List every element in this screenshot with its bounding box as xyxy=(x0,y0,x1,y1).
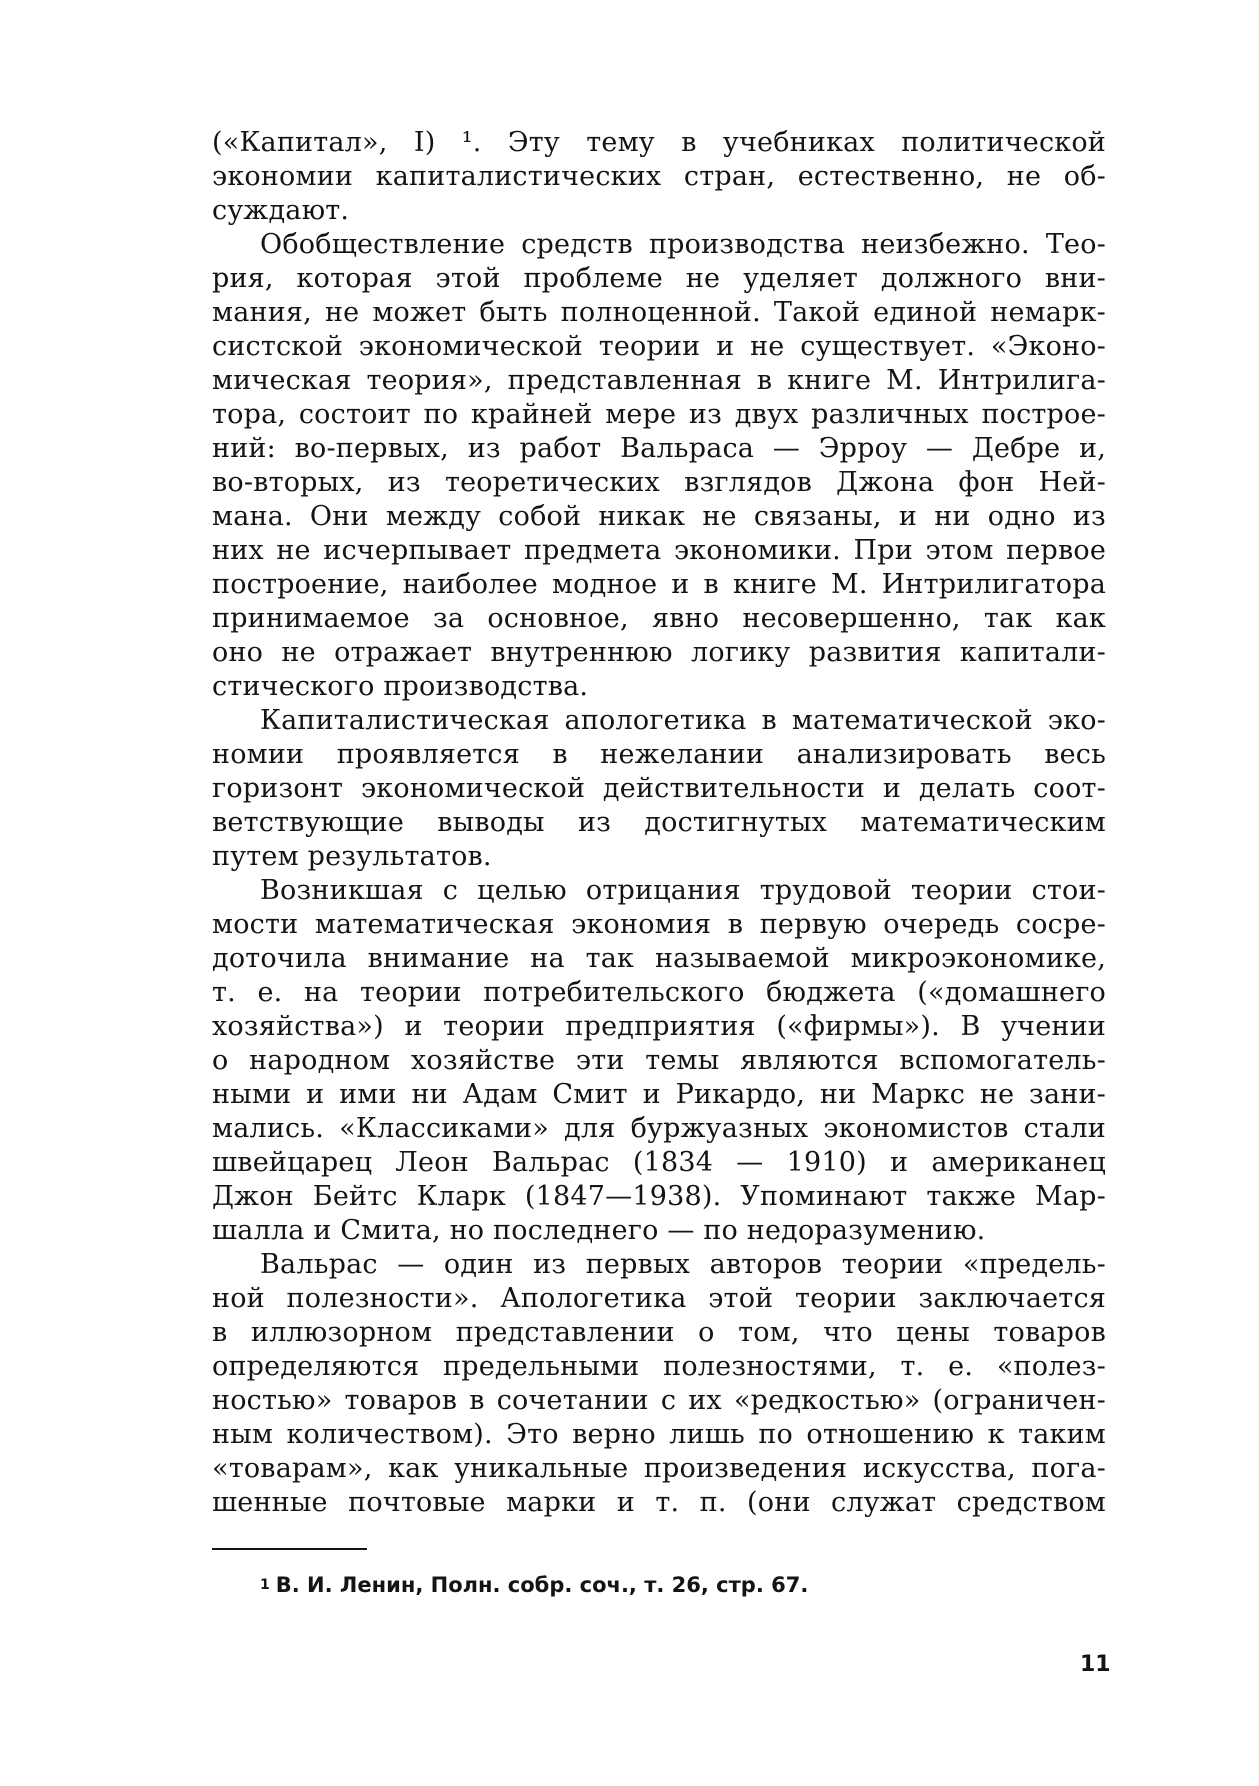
body-text xyxy=(212,126,1106,1520)
page-number: 11 xyxy=(1080,1652,1111,1677)
text-line: них не исчерпывает предмета экономики. При этом первое xyxy=(212,535,1106,566)
text-line: путем результатов. xyxy=(212,841,492,872)
text-line: мическая теория», представленная в книге М. Интрилига- xyxy=(212,365,1106,396)
text-line: «товарам», как уникальные произведения искусства, пога- xyxy=(212,1453,1106,1484)
text-line: принимаемое за основное, явно несовершенно, так как xyxy=(212,603,1106,634)
text-line: ветствующие выводы из достигнутых математическим xyxy=(212,807,1106,838)
text-line: мана. Они между собой никак не связаны, и ни одно из xyxy=(212,501,1106,532)
text-line: хозяйства») и теории предприятия («фирмы»). В учении xyxy=(212,1011,1106,1042)
footnote-marker: 1 xyxy=(260,1577,270,1593)
text-line: Джон Бейтс Кларк (1847—1938). Упоминают также Мар- xyxy=(212,1181,1106,1212)
text-line: ностью» товаров в сочетании с их «редкостью» (ограничен- xyxy=(212,1385,1106,1416)
text-line: мости математическая экономия в первую очередь сосре- xyxy=(212,909,1106,940)
footnote-text: В. И. Ленин, Полн. собр. соч., т. 26, стр. 67. xyxy=(275,1573,809,1597)
text-line: о народном хозяйстве эти темы являются вспомогатель- xyxy=(212,1045,1106,1076)
text-line: ными и ими ни Адам Смит и Рикардо, ни Маркс не зани- xyxy=(212,1079,1106,1110)
text-line: мались. «Классиками» для буржуазных экономистов стали xyxy=(212,1113,1106,1144)
text-line: стического производства. xyxy=(212,671,589,702)
text-line: построение, наиболее модное и в книге М. Интрилигатора xyxy=(212,569,1106,600)
text-line: оно не отражает внутреннюю логику развития капитали- xyxy=(212,637,1106,668)
text-line: доточила внимание на так называемой микроэкономике, xyxy=(212,943,1106,974)
text-line: рия, которая этой проблеме не уделяет должного вни- xyxy=(212,263,1106,294)
text-line: в иллюзорном представлении о том, что цены товаров xyxy=(212,1317,1106,1348)
footnote-divider xyxy=(212,1548,367,1550)
text-line: определяются предельными полезностями, т. е. «полез- xyxy=(212,1351,1106,1382)
text-line: Обобществление средств производства неизбежно. Тео- xyxy=(260,229,1106,260)
text-line: шенные почтовые марки и т. п. (они служат средством xyxy=(212,1487,1106,1518)
text-line: горизонт экономической действительности и делать соот- xyxy=(212,773,1106,804)
text-line: во-вторых, из теоретических взглядов Джона фон Ней- xyxy=(212,467,1106,498)
text-line: суждают. xyxy=(212,195,350,226)
text-line: экономии капиталистических стран, естественно, не об- xyxy=(212,161,1106,192)
footnote xyxy=(260,1570,808,1600)
text-line: номии проявляется в нежелании анализировать весь xyxy=(212,739,1106,770)
text-line: ний: во-первых, из работ Вальраса — Эрроу — Дебре и, xyxy=(212,433,1106,464)
text-line: тора, состоит по крайней мере из двух различных построе- xyxy=(212,399,1106,430)
text-line: шалла и Смита, но последнего — по недоразумению. xyxy=(212,1215,986,1246)
text-line: швейцарец Леон Вальрас (1834 — 1910) и американец xyxy=(212,1147,1106,1178)
text-line: систской экономической теории и не существует. «Эконо- xyxy=(212,331,1106,362)
text-line: Капиталистическая апологетика в математической эко- xyxy=(260,705,1106,736)
text-line: («Капитал», I) ¹. Эту тему в учебниках политической xyxy=(212,127,1106,158)
text-line: Вальрас — один из первых авторов теории «предель- xyxy=(260,1249,1106,1280)
text-line: т. е. на теории потребительского бюджета («домашнего xyxy=(212,977,1106,1008)
text-line: ным количеством). Это верно лишь по отношению к таким xyxy=(212,1419,1106,1450)
text-line: Возникшая с целью отрицания трудовой теории стои- xyxy=(260,875,1106,906)
text-line: ной полезности». Апологетика этой теории заключается xyxy=(212,1283,1106,1314)
text-line: мания, не может быть полноценной. Такой единой немарк- xyxy=(212,297,1106,328)
